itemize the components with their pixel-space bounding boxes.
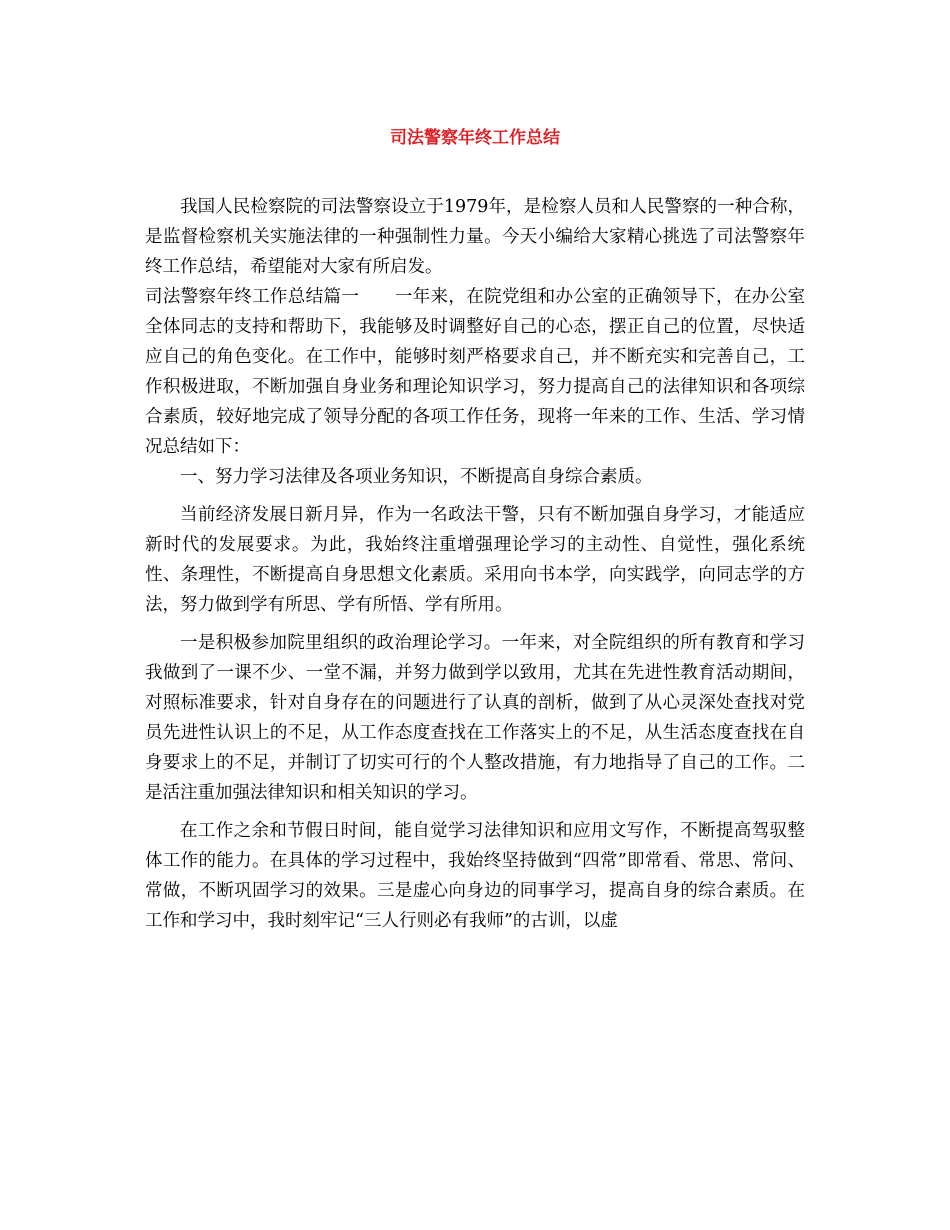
section-one-paragraph: 司法警察年终工作总结篇一 一年来，在院党组和办公室的正确领导下，在办公室全体同志的支持和帮助下，我能够及时调整好自己的心态，摆正自己的位置，尽快适应自己的角色变化。在工作中，能够时刻严格要求自己，并不断充实和完善自己，工作积极进取，不断加强自身业务和理论知识学习，努力提高自己的法律知识和各项综合素质，较好地完成了领导分配的各项工作任务，现将一年来的工作、生活、学习情况总结如下： [145, 287, 805, 457]
document-body [145, 192, 805, 936]
heading-paragraph: 一、努力学习法律及各项业务知识，不断提高自身综合素质。 [180, 467, 653, 487]
document-title: 司法警察年终工作总结 [390, 128, 560, 148]
body-paragraph: 当前经济发展日新月异，作为一名政法干警，只有不断加强自身学习，才能适应新时代的发展要求。为此，我始终注重增强理论学习的主动性、自觉性，强化系统性、条理性，不断提高自身思想文化素质。采用向书本学，向实践学，向同志学的方法，努力做到学有所思、学有所悟、学有所用。 [145, 505, 805, 615]
intro-paragraph: 我国人民检察院的司法警察设立于1979年，是检察人员和人民警察的一种合称，是监督检察机关实施法律的一种强制性力量。今天小编给大家精心挑选了司法警察年终工作总结，希望能对大家有所启发。 [145, 197, 805, 277]
body-paragraph: 一是积极参加院里组织的政治理论学习。一年来，对全院组织的所有教育和学习我做到了一课不少、一堂不漏，并努力做到学以致用，尤其在先进性教育活动期间，对照标准要求，针对自身存在的问题进行了认真的剖析，做到了从心灵深处查找对党员先进性认识上的不足，从工作态度查找在工作落实上的不足，从生活态度查找在自身要求上的不足，并制订了切实可行的个人整改措施，有力地指导了自己的工作。二是活注重加强法律知识和相关知识的学习。 [145, 633, 805, 803]
body-paragraph: 在工作之余和节假日时间，能自觉学习法律知识和应用文写作，不断提高驾驭整体工作的能力。在具体的学习过程中，我始终坚持做到“四常”即常看、常思、常问、常做，不断巩固学习的效果。三是虚心向身边的同事学习，提高自身的综合素质。在工作和学习中，我时刻牢记“三人行则必有我师”的古训，以虚 [145, 821, 805, 931]
